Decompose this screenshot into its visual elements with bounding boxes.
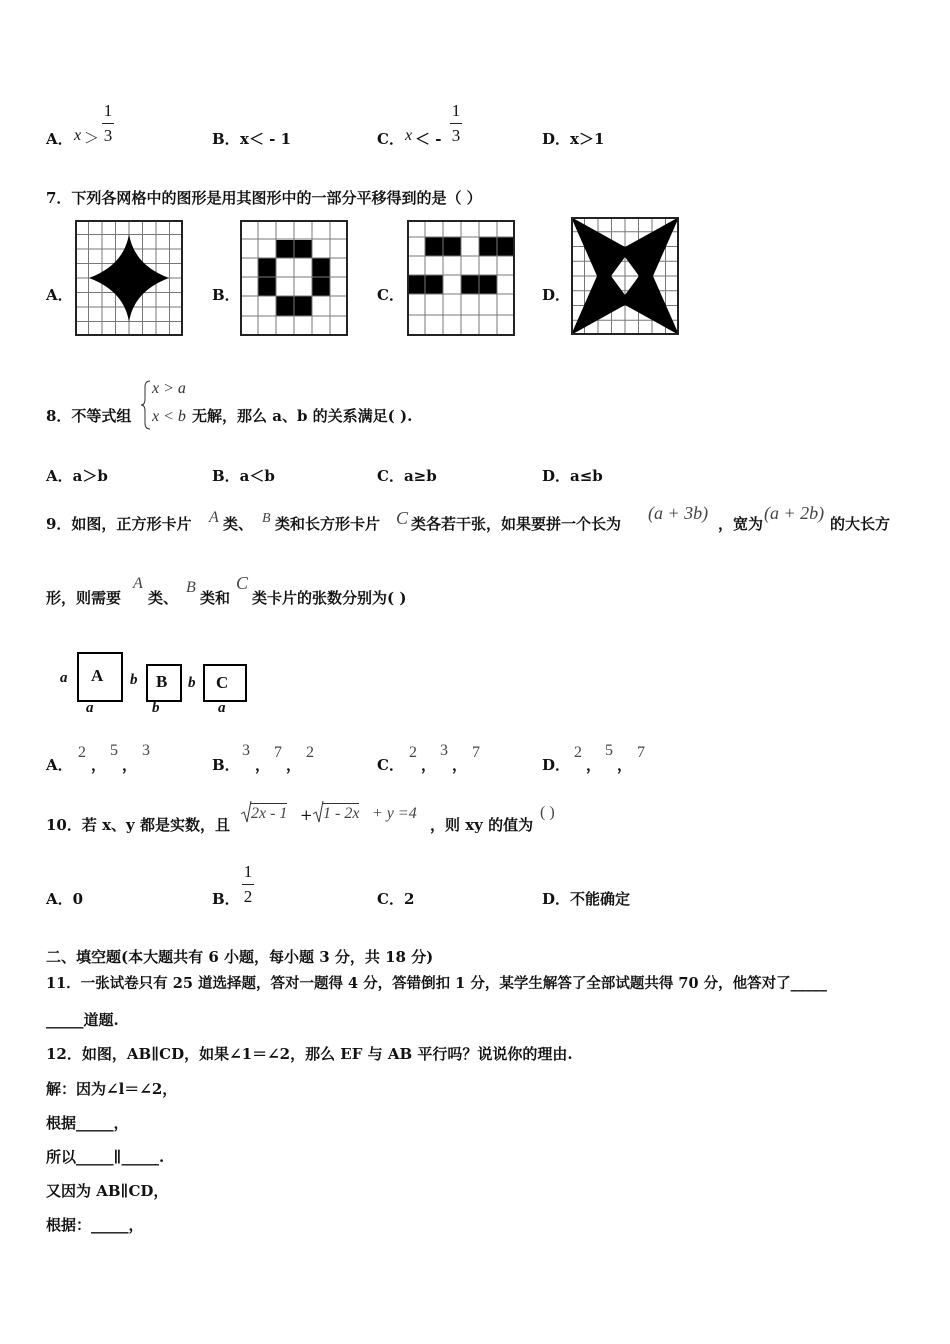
q10-answer-paren: ( ): [540, 804, 555, 821]
q8-option-d: D．a≤b: [542, 467, 603, 485]
q6-option-b-label: B．: [212, 130, 240, 148]
q7-stem: 7．下列各网格中的图形是用其图形中的一部分平移得到的是（ ）: [46, 189, 482, 207]
card-c: [203, 664, 247, 702]
fraction-denominator: 3: [103, 126, 113, 145]
q9-text: 类卡片的张数分别为( ): [252, 589, 407, 607]
q7-label-d: D．: [542, 286, 571, 304]
q9-length-expression: (a + 3b): [648, 503, 709, 523]
q10-radicand-1: 2x - 1: [251, 805, 288, 822]
comma: ，: [452, 756, 468, 774]
card-b-side-label: b: [130, 672, 138, 688]
q7-label-c: C．: [377, 286, 404, 304]
q6-option-c-rel: ＜ -: [415, 130, 442, 148]
q6-option-d-label: D．: [542, 130, 571, 148]
q9-text: 类和长方形卡片: [275, 515, 381, 533]
q10-rest: + y =4: [372, 805, 417, 822]
card-b: [146, 664, 182, 702]
q6-option-b-text: x＜ - 1: [240, 130, 292, 148]
comma: ，: [421, 756, 437, 774]
q9-text: ，宽为: [718, 515, 764, 533]
option-label: D．: [542, 756, 571, 774]
q12-line-3: 根据_____，: [46, 1114, 129, 1132]
option-value: 7: [274, 744, 282, 761]
card-a-side-label: a: [60, 670, 68, 686]
comma: ，: [617, 756, 633, 774]
q8-system-line-2: x < b: [152, 408, 186, 425]
q9-text: 的大长方: [830, 515, 891, 533]
q8-suffix: 无解，那么 a、b 的关系满足( ).: [192, 407, 413, 425]
q10-option-b-label: B．: [212, 890, 240, 908]
card-a-bottom-label: a: [86, 700, 94, 716]
option-value: 3: [142, 742, 150, 759]
q7-label-b: B．: [212, 286, 240, 304]
q9-text: 类、: [223, 515, 254, 533]
q8-prefix: 8．不等式组: [46, 407, 132, 425]
q6-option-c-var: x: [405, 127, 413, 144]
q6-option-c-fraction: [450, 101, 462, 146]
grid-figure-b: [240, 220, 348, 336]
q6-option-c-label: C．: [377, 130, 404, 148]
q11-line-2: _____道题.: [46, 1011, 119, 1029]
option-value: 2: [574, 744, 582, 761]
q6-option-a-var: x: [74, 127, 82, 144]
q9-text: 类和: [200, 589, 231, 607]
q8-option-b: B．a＜b: [212, 467, 275, 485]
q9-var: A: [209, 509, 219, 526]
q12-line-5: 又因为 AB∥CD，: [46, 1182, 169, 1200]
q12-line-4: 所以_____∥_____.: [46, 1148, 165, 1166]
q9-var: C: [396, 508, 409, 528]
q6-option-d-text: x＞1: [570, 130, 605, 148]
q9-text: 形，则需要: [46, 589, 122, 607]
comma: ，: [586, 756, 602, 774]
q10-option-b-fraction: [242, 862, 254, 907]
q9-text: 9．如图，正方形卡片: [46, 515, 192, 533]
q6-option-a-fraction: [102, 101, 114, 146]
fraction-numerator: 1: [103, 101, 113, 120]
card-c-side-label: b: [188, 675, 196, 691]
q10-plus: +: [300, 806, 313, 824]
q10-option-d: D．不能确定: [542, 890, 631, 908]
card-a: [77, 652, 123, 702]
card-c-bottom-label: a: [218, 700, 226, 716]
q12-line-2: 解：因为∠l＝∠2，: [46, 1080, 178, 1098]
option-label: A．: [46, 756, 73, 774]
q8-option-a: A．a＞b: [46, 467, 108, 485]
q9-text: 类、: [148, 589, 179, 607]
comma: ，: [91, 756, 107, 774]
fraction-bar: [450, 123, 462, 124]
q9-var: A: [133, 575, 143, 592]
q8-option-c: C．a≥b: [377, 467, 437, 485]
card-b-bottom-label: b: [152, 700, 160, 716]
option-label: B．: [212, 756, 240, 774]
q11-line-1: 11．一张试卷只有 25 道选择题，答对一题得 4 分，答错倒扣 1 分，某学生解答了全部试题共得 70 分，他答对了_____: [46, 975, 827, 992]
option-value: 5: [605, 742, 613, 759]
q7-label-a: A．: [46, 286, 73, 304]
q10-suffix: ，则 xy 的值为: [430, 816, 534, 834]
q12-line-1: 12．如图，AB∥CD，如果∠1＝∠2，那么 EF 与 AB 平行吗？说说你的理由.: [46, 1045, 573, 1063]
q10-prefix: 10．若 x、y 都是实数，且: [46, 816, 230, 834]
comma: ，: [255, 756, 271, 774]
fraction-bar: [242, 884, 254, 885]
section-heading: 二、填空题(本大题共有 6 小题，每小题 3 分，共 18 分): [46, 948, 434, 966]
fraction-numerator: 1: [243, 862, 253, 881]
option-value: 7: [637, 744, 645, 761]
card-b-label: B: [156, 672, 168, 691]
fraction-denominator: 3: [451, 126, 461, 145]
option-value: 3: [242, 742, 250, 759]
comma: ，: [122, 756, 138, 774]
option-value: 5: [110, 742, 118, 759]
q9-text: 类各若干张，如果要拼一个长为: [411, 515, 622, 533]
option-label: C．: [377, 756, 404, 774]
fraction-denominator: 2: [243, 887, 253, 906]
option-value: 7: [472, 744, 480, 761]
comma: ，: [286, 756, 302, 774]
grid-figure-d: [571, 217, 679, 335]
card-a-label: A: [91, 666, 104, 685]
q9-var: C: [236, 573, 249, 593]
fraction-bar: [102, 123, 114, 124]
q10-radicand-2: 1 - 2x: [323, 805, 360, 822]
q9-var: B: [186, 579, 196, 596]
option-value: 2: [78, 744, 86, 761]
grid-figure-a: [75, 220, 183, 336]
fraction-numerator: 1: [451, 101, 461, 120]
option-value: 2: [306, 744, 314, 761]
option-value: 3: [440, 742, 448, 759]
q6-option-a-rel: ＞: [84, 129, 100, 147]
q6-option-a-label: A．: [46, 130, 73, 148]
left-brace-icon: [140, 379, 152, 431]
q9-width-expression: (a + 2b): [764, 503, 825, 523]
q9-var: B: [262, 511, 271, 526]
q8-system-line-1: x > a: [152, 380, 186, 397]
q10-option-c: C．2: [377, 890, 415, 908]
grid-figure-c: [407, 220, 515, 336]
q10-option-a: A．0: [46, 890, 84, 908]
card-c-label: C: [216, 673, 229, 692]
q12-line-6: 根据：_____，: [46, 1216, 144, 1234]
option-value: 2: [409, 744, 417, 761]
